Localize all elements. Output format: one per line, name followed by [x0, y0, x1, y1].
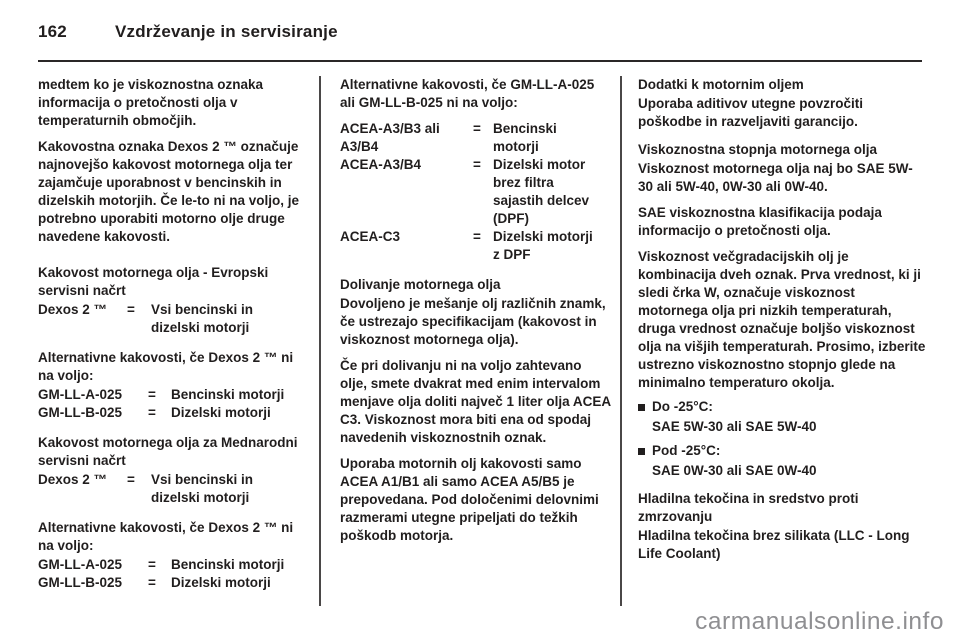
page-title: Vzdrževanje in servisiranje: [115, 22, 338, 41]
paragraph: Če pri dolivanju ni na voljo zahtevano olje, smete dvakrat med enim intervalom menjave olja doliti največ 1 liter olja ACEA C3. Viskoznost mora biti ena od spodaj navedenih viskoznostnih oznak.: [340, 358, 611, 445]
page-header: [38, 22, 922, 42]
section-heading: Viskoznostna stopnja motornega olja: [638, 142, 878, 157]
paragraph: SAE viskoznostna klasifikacija podaja informacijo o pretočnosti olja.: [638, 205, 882, 238]
viscosity-bullet-list: [638, 398, 926, 480]
paragraph: Kakovostna oznaka Dexos 2 ™ označuje najnovejšo kakovost motornega olja ter zajamčuje uporabnost v bencinskih in dizelskih motorjih. Če le-to ni na voljo, je potrebno uporabiti motorno olje druge navedene kakovosti.: [38, 139, 300, 244]
oil-spec-table: [38, 556, 310, 592]
equals-sign: =: [148, 405, 156, 420]
equals-sign: =: [127, 302, 135, 317]
equals-sign: =: [473, 121, 481, 136]
spec-value: Bencinski motorji: [171, 557, 285, 572]
paragraph: Uporaba motornih olj kakovosti samo ACEA A1/B1 ali samo ACEA A5/B5 je prepovedana. Pod določenimi delovnimi razmerami utegne pripeljati do težkih poškodb motorja.: [340, 456, 599, 543]
paragraph: Dovoljeno je mešanje olj različnih znamk, če ustrezajo specifikacijam (kakovost in viskoznost motornega olja).: [340, 296, 606, 347]
bullet-value: SAE 0W-30 ali SAE 0W-40: [652, 463, 817, 478]
spec-key: ACEA-C3: [340, 229, 401, 244]
spec-value: Dizelski motorji z DPF: [493, 229, 593, 262]
bullet-label: Pod -25°C:: [652, 443, 721, 458]
spec-value: Dizelski motor brez filtra sajastih delcev (DPF): [493, 157, 590, 226]
list-item: [638, 398, 926, 416]
paragraph: Viskoznost večgradacijskih olj je kombinacija dveh oznak. Prva vrednost, ki ji sledi črka W, označuje viskoznost motornega olja pri nizkih temperaturah, druga vrednost označuje boljšo viskoznost olja na višjih temperaturah. Prosimo, izberite ustrezno viskoznostno stopnjo glede na minimalno temperaturo okolja.: [638, 249, 926, 390]
paragraph: Uporaba aditivov utegne povzročiti poškodbe in razveljaviti garancijo.: [638, 96, 864, 129]
equals-sign: =: [148, 387, 156, 402]
spec-value: Dizelski motorji: [171, 575, 271, 590]
oil-spec-table: [340, 120, 612, 264]
spec-key: Dexos 2 ™: [38, 472, 108, 487]
section-heading: Dodatki k motornim oljem: [638, 77, 804, 92]
equals-sign: =: [148, 557, 156, 572]
spec-key: GM-LL-A-025: [38, 557, 122, 572]
section-heading: Kakovost motornega olja - Evropski servisni načrt: [38, 265, 269, 298]
column-divider: [620, 76, 622, 606]
oil-spec-table: [38, 471, 310, 507]
column-1: [38, 76, 310, 604]
bullet-square-icon: [638, 404, 645, 411]
spec-key: ACEA-A3/B4: [340, 157, 422, 172]
spec-key: GM-LL-B-025: [38, 575, 122, 590]
page-number: 162: [38, 22, 67, 41]
spec-key: GM-LL-B-025: [38, 405, 122, 420]
bullet-square-icon: [638, 448, 645, 455]
equals-sign: =: [148, 575, 156, 590]
oil-spec-table: [38, 386, 310, 422]
paragraph: medtem ko je viskoznostna oznaka informacija o pretočnosti olja v temperaturnih območjih.: [38, 77, 264, 128]
spec-value: Vsi bencinski in dizelski motorji: [151, 472, 254, 505]
spec-value: Dizelski motorji: [171, 405, 271, 420]
header-divider: [38, 60, 922, 62]
bullet-label: Do -25°C:: [652, 399, 713, 414]
section-heading: Dolivanje motornega olja: [340, 277, 501, 292]
spec-key: ACEA-A3/B3 ali A3/B4: [340, 121, 440, 154]
spec-key: GM-LL-A-025: [38, 387, 122, 402]
list-item: [638, 442, 926, 460]
section-heading: Kakovost motornega olja za Mednarodni servisni načrt: [38, 435, 298, 468]
spec-value: Bencinski motorji: [493, 121, 557, 154]
spec-value: Bencinski motorji: [171, 387, 285, 402]
spec-value: Vsi bencinski in dizelski motorji: [151, 302, 254, 335]
section-heading: Hladilna tekočina in sredstvo proti zmrzovanju: [638, 491, 859, 524]
paragraph: Viskoznost motornega olja naj bo SAE 5W-30 ali 5W-40, 0W-30 ali 0W-40.: [638, 161, 913, 194]
equals-sign: =: [127, 472, 135, 487]
section-heading: Alternativne kakovosti, če Dexos 2 ™ ni na voljo:: [38, 520, 294, 553]
column-divider: [319, 76, 321, 606]
watermark: carmanualsonline.info: [695, 608, 944, 635]
spec-key: Dexos 2 ™: [38, 302, 108, 317]
equals-sign: =: [473, 229, 481, 244]
column-3: [638, 76, 926, 571]
column-2: [340, 76, 612, 553]
oil-spec-table: [38, 301, 310, 337]
bullet-value: SAE 5W-30 ali SAE 5W-40: [652, 419, 817, 434]
paragraph: Hladilna tekočina brez silikata (LLC - Long Life Coolant): [638, 528, 910, 561]
section-heading: Alternativne kakovosti, če GM-LL-A-025 ali GM-LL-B-025 ni na voljo:: [340, 77, 595, 110]
equals-sign: =: [473, 157, 481, 172]
section-heading: Alternativne kakovosti, če Dexos 2 ™ ni na voljo:: [38, 350, 294, 383]
